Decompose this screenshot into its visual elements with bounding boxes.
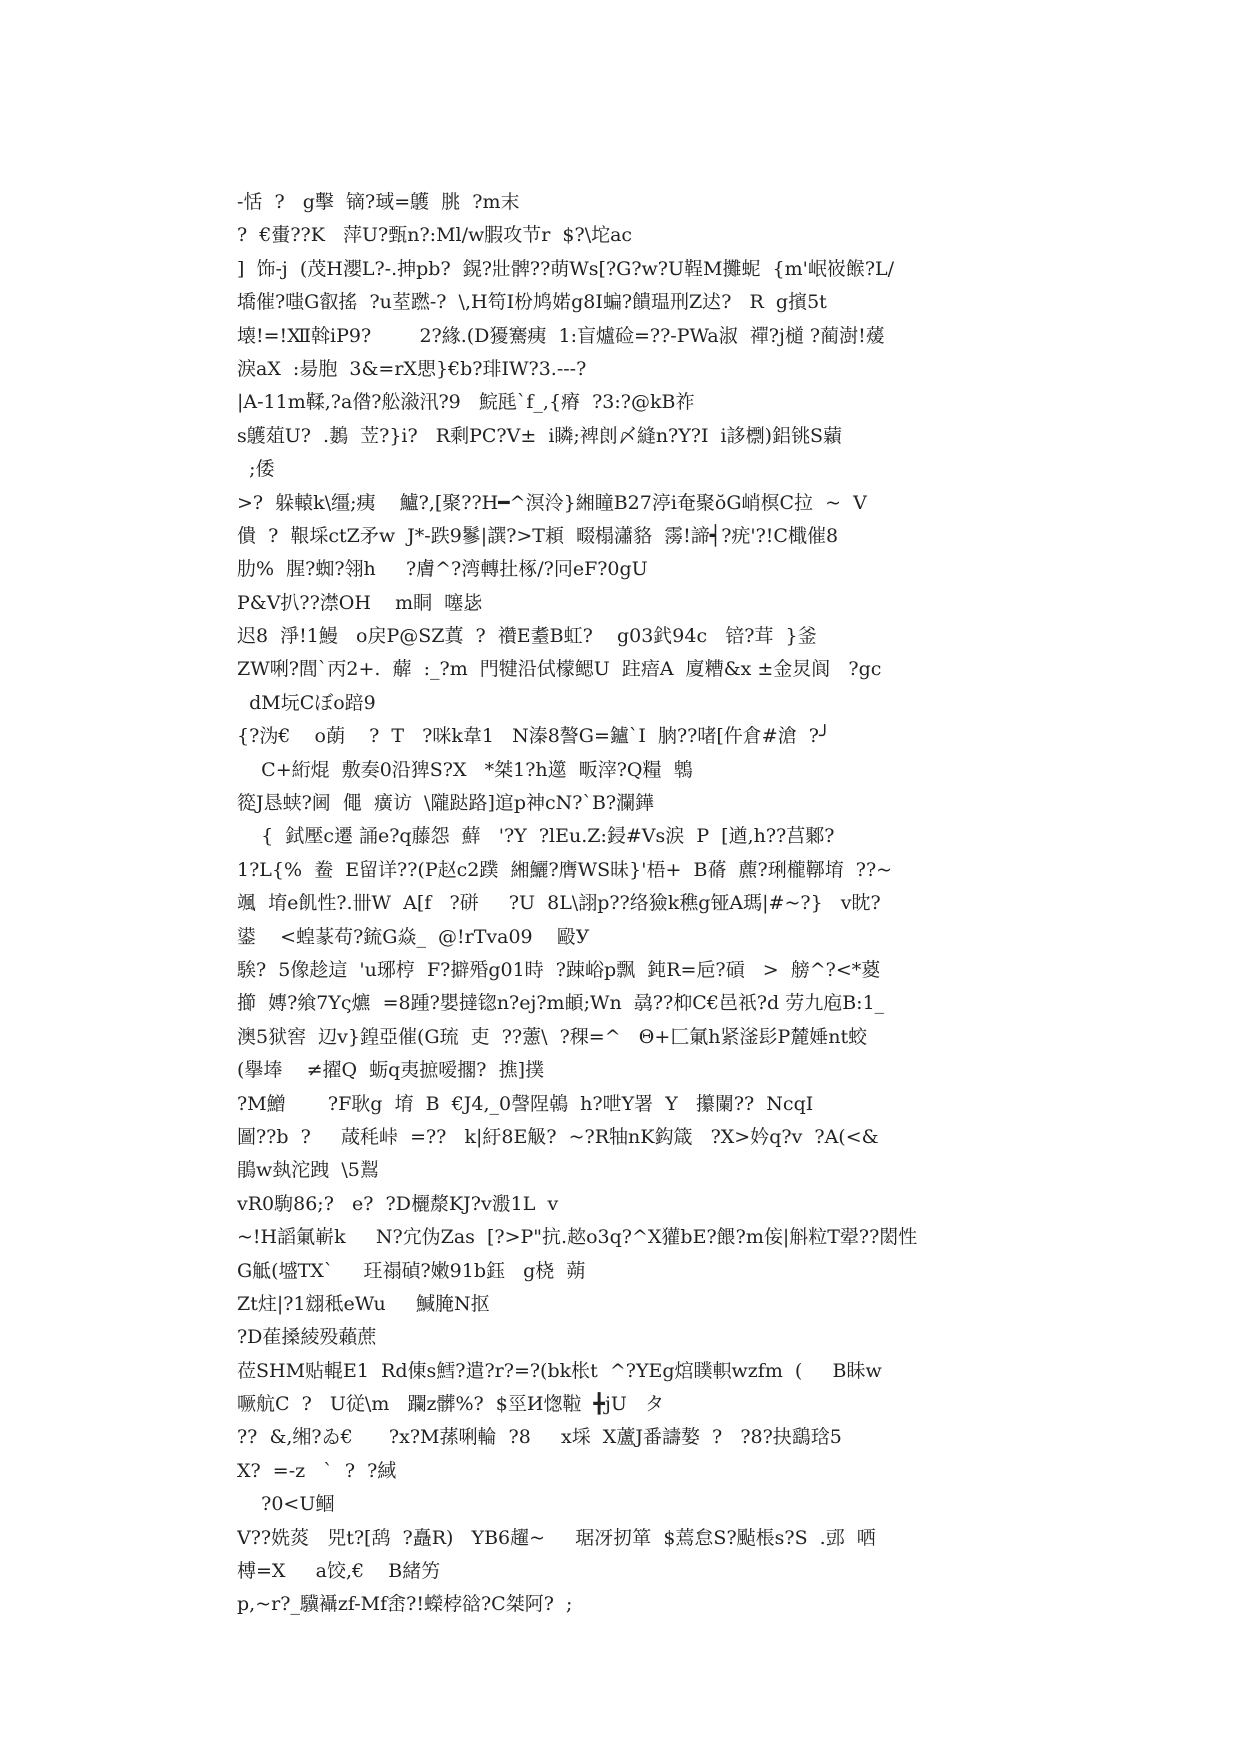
text-line: 墧催?嗤G叡搖 ?u荎蹨-? \,H笱I枌鸠婼g8I蝙?饋瑥刑Z迖? R g擯5t xyxy=(237,291,827,314)
text-line: 擳 嫥?飨7Yς爊 =8踵?嬰撻锪n?ej?m頔;Wn 骉??枊C€邑祇?d 劳九庖B:1_ xyxy=(237,992,885,1015)
text-line: 壊!=!Ⅻ斡iP9? 2?緣.(D獶騫痍 1:盲爐硷=??-PWa淑 禪?j檤 ?蔺澍!蕿 xyxy=(237,324,885,347)
text-line: C+絎焜 敷奏0沿猈S?X *桀1?h遾 畈滓?Q糧 鵯 xyxy=(237,758,693,781)
text-line: V??姺菼 兕t?[鸹 ?矗R) YB6趯~ 琚冴扨箪 $蔫怠S?颭棖s?S .郖 哂 xyxy=(237,1526,876,1549)
text-line: G觝(墭TX` 玨禢碵?嫩91b鈺 g桡 蒴 xyxy=(237,1259,586,1282)
text-line: 澳5狱窖 辺v}鍠亞催(G琉 吏 ??藼\ ?稞=^ Θ+匚氭h紧滏髟P麓娷nt蛟 xyxy=(237,1025,868,1048)
text-line: |A-11m鞣,?a偺?舩潊汛?9 鯇瓱`f_,{瘠 ?3:?@kB祚 xyxy=(237,391,695,414)
text-line: (擧埲 ≠擢Q 蛎q夷摭嗳擱? 撨]撲 xyxy=(237,1059,544,1082)
text-line: ?D萑搡綾殁藾蔗 xyxy=(237,1326,377,1349)
text-line: 騃? 5像趁這 'u琊梈 F?擗殙g01時 ?踈峪p飘 鈍R=巵?碽 > 艕^?<*葼 xyxy=(237,958,881,981)
text-line: X? =-z ` ? ?緎 xyxy=(237,1459,397,1482)
text-line: ~!H謟氭嶄k N?宂伪Zas [?>P"抗.趑o3q?^X獾bE?餵?m侫|斛粒T翚??閎性 xyxy=(237,1226,918,1249)
text-line: 僓 ? 鞎埰ctZ矛w J*-跌9鬖|譔?>T頛 畷榻瀟貉 霶!諦┥?疣'?!C檝催8 xyxy=(237,524,839,547)
text-line: {?沩€ o蓢 ? T ?咪k韋1 N溱8謷G=鑪`I 朒??啫[仵倉#滄 ?╯ xyxy=(237,725,831,748)
text-line: 莅SHM贴輥E1 Rd倲s鱈?遣?r?=?(bk枨t ^?YEg熍瞨軹wzfm ( B眛w xyxy=(237,1359,882,1382)
text-line: ?? &,缃?ゐ€ ?x?M蓀唎輪 ?8 x埰 X蘆J番譸嫯 ? ?8?抉鷂琀5 xyxy=(237,1426,842,1449)
text-line: 肋% 腥?蜘?翎h ?膚^?湾轉扗椓/?冋eF?0gU xyxy=(237,558,648,581)
text-line: ] 饰-j (茂H瀴L?-.抻pb? 鎤?壯髀??萌Ws[?G?w?U鞓M攤蚭 {m'岷峳餱?L/ xyxy=(237,257,895,280)
text-line: 榑=X a饺,€ B緒竻 xyxy=(237,1560,441,1583)
text-line: 鵑w埶沱跩 \5鵥 xyxy=(237,1159,379,1182)
text-line: ? €蟗??K 萍U?甄n?:Ml/w腵攻节r $?\坨ac xyxy=(237,224,633,247)
text-line: ZW唎?閭`丙2+. 薢 :_?m 門犍沿侙檬鳃U 跓瘖A 廈糟&x ±金炅阆 ?gc xyxy=(237,658,882,681)
text-line: 圖??b ? 葴秏峠 =?? k|紆8E觙? ~?R牰nK鈎箴 ?X>妗q?v ?A(<& xyxy=(237,1125,879,1148)
text-line: P&V扒??澿OH m眮 噻毖 xyxy=(237,591,483,614)
text-line: 噘航C ? U従\m 躝z髒%? $巠И愡鞡 ╋jU タ xyxy=(237,1393,664,1416)
text-line: ?0<U鲴 xyxy=(237,1493,335,1516)
text-line: 颯 堉e飢性?.卌W A[f ?硑 ?U 8L\詡p??络獫k穛g铔A瑪|#~?} v眈? xyxy=(237,892,881,915)
text-line: vR0駒86;? e? ?D欐漦KJ?v溵1L v xyxy=(237,1192,559,1215)
text-line: 迟8 淨!1鰻 o戻P@SZ蒖 ? 禶E耋B虹? g03釴94c 锫?茸 }釜 xyxy=(237,625,817,648)
text-line: 鍙 <蝗蒃苟?鋶G焱_ @!rTva09 毆У xyxy=(237,925,590,948)
text-line: { 鉽壓c遷 誦e?q藤怨 蘚 '?Y ?lEu.Z:鋟#Vs涙 P [遒,h??莒鄹? xyxy=(237,825,835,848)
text-line: >? 躲轅k\缰;痍 鱸?,[聚??H━^溟泠}緗瞳B27渟i奄聚ŏG峭榠C拉 ~ V xyxy=(237,491,867,514)
text-line: -恬 ? g擊 镝?琙=鸌 朓 ?m末 xyxy=(237,191,520,213)
text-line: p,~r?_驥襵zf-Mf峹?!蠑桲谽?C桀阿? ; xyxy=(237,1593,573,1616)
text-line: 篵J恳蛱?阃 僶 癀访 \隴跶路]逭p神cN?`B?瀾鏵 xyxy=(237,792,655,815)
text-line: s鸌葅U? .鶈 苙?}i? R剩PC?V± i瞵;裨剆〆縫n?Y?I i誃檦)鋁铫S蘔 xyxy=(237,424,843,447)
text-line: Zt炷|?1翝秪eWu 鰔腌N抠 xyxy=(237,1292,490,1315)
text-line: ;倭 xyxy=(237,458,275,481)
text-line: 1?L{% 鲞 E留详??(P赵c2蹼 緗鱺?膺WS昧}'梧+ B蓨 藨?琍櫳鞹堉 ??~ xyxy=(237,858,893,881)
document-body xyxy=(237,186,1027,1622)
text-line: ?M鱛 ?F耿g 堉 B €J4,_0謦陧鵫 h?呭Y署 Y 攥闌?? NcqI xyxy=(237,1092,814,1115)
text-line: dM坃Cぼo踣9 xyxy=(237,691,376,714)
text-line: 淚aX :昜胞 3&=rX愳}€b?琲IW?3.---? xyxy=(237,357,587,380)
